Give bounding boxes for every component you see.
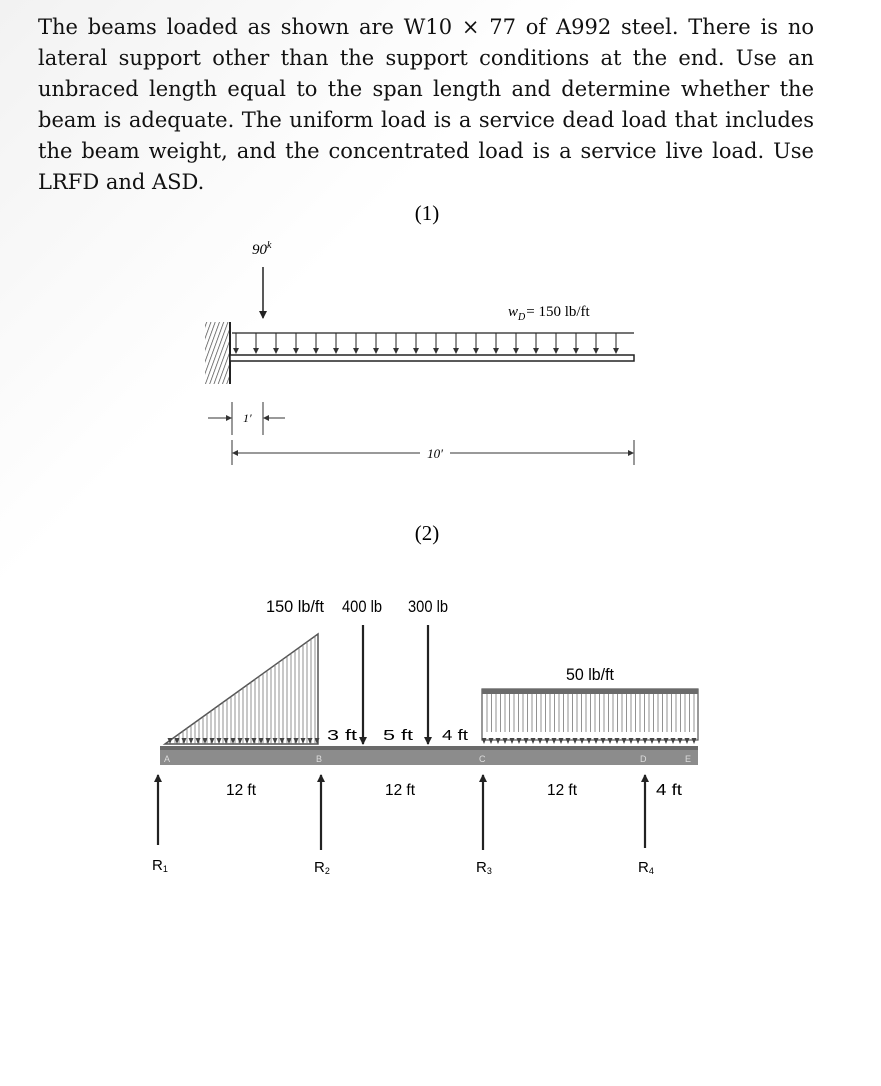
small-load-arrow — [489, 738, 494, 744]
problem-statement: The beams loaded as shown are W10 × 77 of A992 steel. There is no lateral support other than the support conditions at the end. Use an unbraced length equal to the span length and determine whether the beam is adequate. The uniform load is a service dead load that includes the beam weight, and the concentrated load is a service live load. Use LRFD and ASD. — [38, 15, 814, 194]
span-1-label: 12 ft — [226, 782, 257, 799]
small-load-arrow — [573, 738, 578, 744]
uniform-load — [482, 689, 698, 740]
small-load-arrow — [538, 738, 543, 744]
overhang-label: 4 ft — [656, 782, 683, 799]
small-load-arrow — [531, 738, 536, 744]
small-load-arrow — [629, 738, 634, 744]
small-load-arrow — [622, 738, 627, 744]
small-load-arrow — [559, 738, 564, 744]
point-b: B — [316, 754, 323, 764]
fixed-support-wall — [205, 322, 230, 384]
point-load-2-label: 300 lb — [408, 597, 448, 616]
figure1-label: (1) — [414, 201, 440, 225]
small-load-arrow — [657, 738, 662, 744]
small-load-arrow — [664, 738, 669, 744]
small-load-arrow — [545, 738, 550, 744]
segment-4ft: 4 ft — [442, 727, 470, 744]
small-load-arrow — [643, 738, 648, 744]
segment-3ft: 3 ft — [327, 727, 359, 744]
right-small-arrows — [482, 738, 697, 744]
triangular-load-label: 150 lb/ft — [266, 597, 325, 616]
small-load-arrow — [496, 738, 501, 744]
small-load-arrow — [503, 738, 508, 744]
triangular-load — [165, 634, 318, 744]
point-d: D — [640, 754, 647, 764]
small-load-arrow — [552, 738, 557, 744]
small-load-arrow — [615, 738, 620, 744]
small-load-arrow — [671, 738, 676, 744]
cantilever-beam — [230, 355, 634, 361]
small-load-arrow — [594, 738, 599, 744]
small-load-arrow — [692, 738, 697, 744]
small-load-arrow — [517, 738, 522, 744]
svg-text:1′: 1′ — [243, 411, 252, 425]
reaction-r4: R4 — [638, 859, 654, 876]
point-e: E — [685, 754, 692, 764]
small-load-arrow — [685, 738, 690, 744]
reaction-r1: R1 — [152, 857, 168, 874]
point-load-label: 90$^k$ — [252, 240, 272, 258]
point-c: C — [479, 754, 486, 764]
small-load-arrow — [510, 738, 515, 744]
small-load-arrow — [601, 738, 606, 744]
small-load-arrow — [608, 738, 613, 744]
figure2-label: (2) — [414, 521, 440, 545]
uniform-load-label: 50 lb/ft — [566, 665, 615, 684]
small-load-arrow — [587, 738, 592, 744]
small-load-arrow — [482, 738, 487, 744]
offset-dimension — [208, 402, 285, 435]
small-load-arrow — [636, 738, 641, 744]
small-load-arrow — [580, 738, 585, 744]
segment-5ft: 5 ft — [383, 727, 415, 744]
small-load-arrow — [678, 738, 683, 744]
point-load-1-label: 400 lb — [342, 597, 382, 616]
small-load-arrow — [566, 738, 571, 744]
point-a: A — [164, 754, 171, 764]
small-load-arrow — [650, 738, 655, 744]
small-load-arrow — [524, 738, 529, 744]
distributed-load-arrows — [232, 333, 634, 353]
svg-text:10′: 10′ — [427, 446, 443, 461]
reaction-r3: R3 — [476, 859, 492, 876]
distributed-load-label: $w_D= 150$ lb/ft — [508, 304, 590, 323]
span-dimension — [232, 440, 634, 465]
span-2-label: 12 ft — [385, 782, 416, 799]
reaction-r2: R2 — [314, 859, 330, 876]
span-3-label: 12 ft — [547, 782, 578, 799]
